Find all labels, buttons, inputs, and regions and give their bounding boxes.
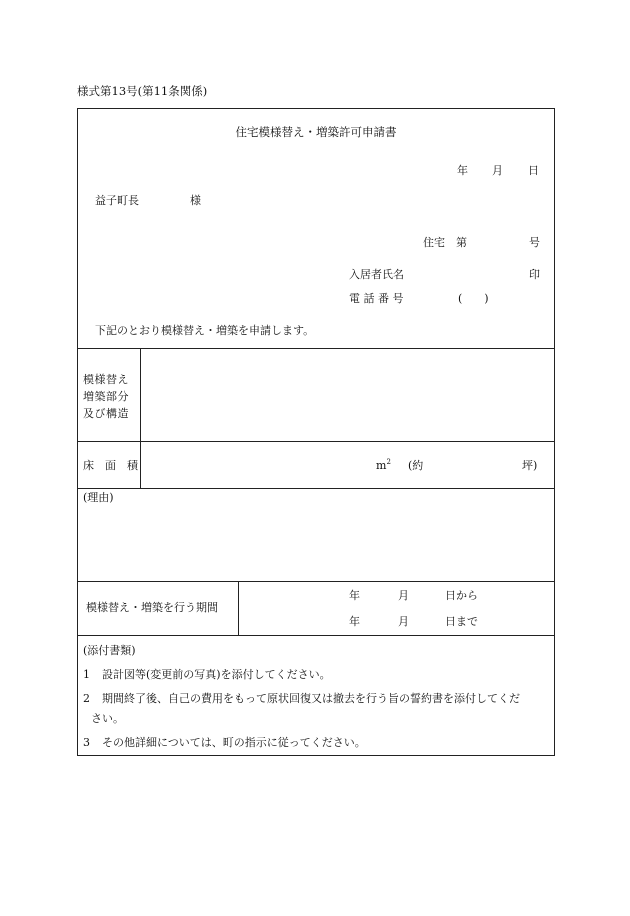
row-divider [78, 441, 554, 442]
column-divider [140, 441, 141, 488]
phone-parens: ( ) [458, 292, 489, 305]
addressee-honorific: 様 [190, 194, 201, 207]
date-day: 日 [528, 164, 539, 177]
column-divider [238, 581, 239, 635]
period-to-month: 月 [398, 615, 409, 628]
renovation-label-line-2: 増築部分 [83, 390, 129, 403]
housing-no-suffix: 号 [529, 236, 540, 249]
floor-area-unit-base: m [376, 459, 387, 472]
phone-label: 電 話 番 号 [349, 292, 404, 305]
resident-name-label: 入居者氏名 [349, 268, 404, 281]
row-divider [78, 635, 554, 636]
request-statement: 下記のとおり模様替え・増築を申請します。 [95, 324, 315, 337]
attachment-item-number: 1 [83, 668, 90, 681]
form-number-label: 様式第13号(第11条関係) [77, 84, 208, 98]
seal-mark: 印 [529, 268, 540, 281]
row-divider [78, 488, 554, 489]
floor-area-label: 床 面 積 [83, 459, 138, 472]
floor-area-tsubo: 坪) [522, 459, 538, 472]
form-title: 住宅模様替え・増築許可申請書 [235, 125, 397, 139]
attachment-item-text: 設計図等(変更前の写真)を添付してください。 [102, 668, 331, 681]
row-divider [78, 348, 554, 349]
attachment-item-text: その他詳細については、町の指示に従ってください。 [102, 736, 366, 749]
reason-label: (理由) [83, 491, 114, 504]
date-month: 月 [492, 164, 503, 177]
renovation-label-line-1: 模様替え [83, 373, 129, 386]
housing-label: 住宅 [423, 236, 445, 249]
attachment-item-number: 2 [83, 692, 90, 705]
attachment-item-text-continued: さい。 [91, 712, 124, 725]
period-to-year: 年 [349, 615, 360, 628]
column-divider [140, 348, 141, 441]
period-from-day: 日から [445, 589, 478, 602]
floor-area-approx: (約 [408, 459, 424, 472]
period-from-month: 月 [398, 589, 409, 602]
floor-area-unit-sup: 2 [386, 458, 391, 466]
attachments-heading: (添付書類) [83, 644, 136, 657]
row-divider [78, 581, 554, 582]
application-form [77, 108, 555, 756]
floor-area-unit [376, 460, 391, 471]
period-to-day: 日まで [445, 615, 478, 628]
housing-no-prefix: 第 [456, 236, 467, 249]
period-from-year: 年 [349, 589, 360, 602]
attachment-item-text: 期間終了後、自己の費用をもって原状回復又は撤去を行う旨の誓約書を添付してくだ [102, 692, 520, 705]
addressee-name: 益子町長 [95, 194, 139, 207]
date-year: 年 [457, 164, 468, 177]
renovation-label-line-3: 及び構造 [83, 407, 129, 420]
attachment-item-number: 3 [83, 736, 90, 749]
period-label: 模様替え・増築を行う期間 [86, 601, 218, 614]
